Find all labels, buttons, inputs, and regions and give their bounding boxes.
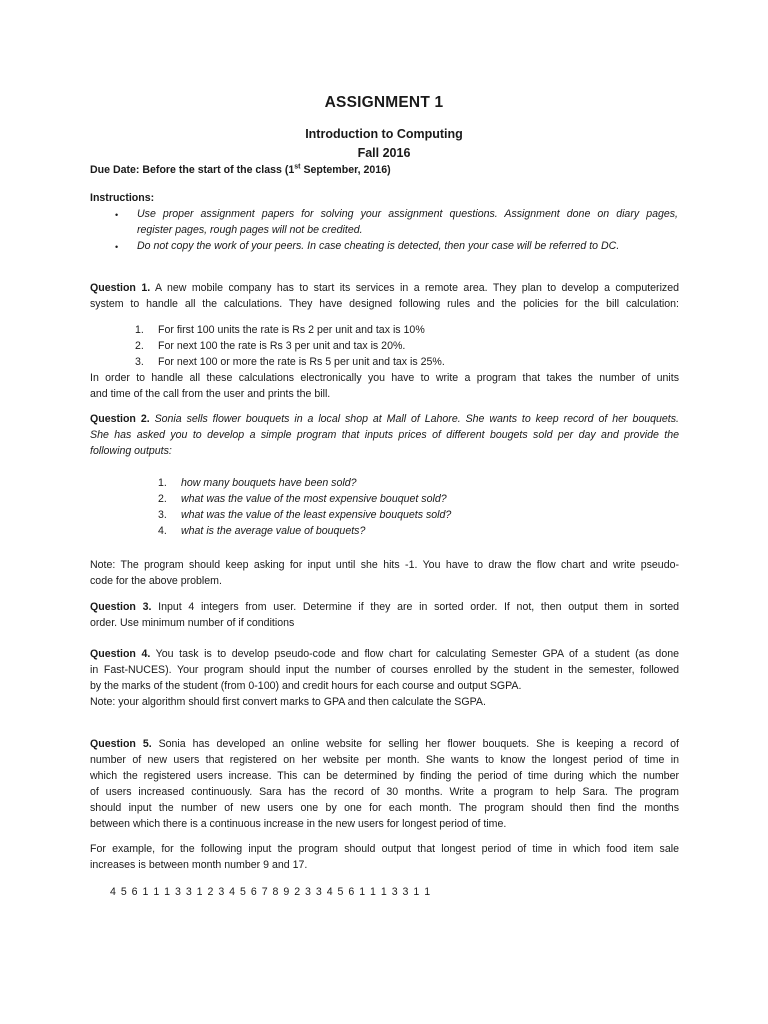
- output-item: what is the average value of bouquets?: [181, 525, 366, 537]
- question-5-text: number of new users that registered on her website per month. She wants to know the longest period of time in: [90, 754, 679, 766]
- question-5-text: which the registered users increase. This can be determined by finding the period of time during which the number: [90, 770, 679, 782]
- question-label: Question 3.: [90, 601, 152, 613]
- question-1-text: In order to handle all these calculations electronically you have to write a program that takes the number of units: [90, 372, 679, 384]
- question-3-text: Question 3. Input 4 integers from user. Determine if they are in sorted order. If not, then output them in sorted: [90, 601, 679, 613]
- question-label: Question 2.: [90, 413, 150, 425]
- list-number: 4.: [158, 525, 167, 537]
- term-label: Fall 2016: [357, 146, 411, 160]
- question-1-text: system to handle all the calculations. They have designed following rules and the policies for the bill calculation:: [90, 298, 679, 310]
- question-2-note: Note: The program should keep asking for input until she hits -1. You have to draw the flow chart and write pseudo-: [90, 559, 679, 571]
- instruction-item: register pages, rough pages will not be credited.: [137, 224, 363, 236]
- instruction-item: Do not copy the work of your peers. In case cheating is detected, then your case will be referred to DC.: [137, 240, 620, 252]
- question-label: Question 4.: [90, 648, 151, 660]
- question-1-text: Question 1. A new mobile company has to start its services in a remote area. They plan to develop a computerized: [90, 282, 680, 294]
- output-item: how many bouquets have been sold?: [181, 477, 357, 489]
- due-date: Due Date: Before the start of the class (1st September, 2016): [90, 163, 391, 176]
- question-4-text: Note: your algorithm should first convert marks to GPA and then calculate the SGPA.: [90, 696, 486, 708]
- output-item: what was the value of the least expensive bouquets sold?: [181, 509, 452, 521]
- question-2-text: She has asked you to develop a simple program that inputs prices of different bougets sold per day and provide the: [90, 429, 679, 441]
- course-title: Introduction to Computing: [305, 127, 463, 141]
- page-title: ASSIGNMENT 1: [324, 94, 444, 111]
- question-3-text: order. Use minimum number of if conditions: [90, 617, 295, 629]
- question-2-text: following outputs:: [90, 445, 172, 457]
- example-input-sequence: 4 5 6 1 1 1 3 3 1 2 3 4 5 6 7 8 9 2 3 3 4 5 6 1 1 1 3 3 1 1: [110, 886, 431, 898]
- question-4-text: Question 4. You task is to develop pseudo-code and flow chart for calculating Semester GPA of a student (as done: [90, 648, 679, 660]
- list-number: 2.: [158, 493, 167, 505]
- list-number: 1.: [135, 324, 144, 336]
- question-label: Question 1.: [90, 282, 151, 294]
- list-number: 2.: [135, 340, 144, 352]
- bullet-icon: •: [115, 242, 119, 252]
- question-5-text: between which there is a continuous increase in the new users for longest period of time.: [90, 818, 507, 830]
- list-number: 3.: [135, 356, 144, 368]
- list-number: 1.: [158, 477, 167, 489]
- question-5-text: should input the number of new users one by one for each month. The program should then find the months: [90, 802, 679, 814]
- instructions-heading: Instructions:: [90, 192, 155, 204]
- instruction-item: Use proper assignment papers for solving your assignment questions. Assignment done on diary pages,: [137, 208, 678, 220]
- question-5-text: Question 5. Sonia has developed an online website for selling her flower bouquets. She is keeping a record of: [90, 738, 679, 750]
- rule-item: For next 100 or more the rate is Rs 5 per unit and tax is 25%.: [158, 356, 445, 368]
- question-2-text: Question 2. Sonia sells flower bouquets in a local shop at Mall of Lahore. She wants to keep record of her bouquets.: [90, 413, 679, 425]
- question-5-text: of users increased continuously. Sara has the record of 30 months. Write a program to help Sara. The program: [90, 786, 679, 798]
- output-item: what was the value of the most expensive bouquet sold?: [181, 493, 447, 505]
- question-1-text: and time of the call from the user and prints the bill.: [90, 388, 331, 400]
- question-4-text: by the marks of the student (from 0-100) and credit hours for each course and output SGPA.: [90, 680, 522, 692]
- question-4-text: in Fast-NUCES). Your program should input the number of courses enrolled by the student in the semester, followed: [90, 664, 679, 676]
- rule-item: For next 100 the rate is Rs 3 per unit and tax is 20%.: [158, 340, 406, 352]
- question-2-note: code for the above problem.: [90, 575, 222, 587]
- question-5-example: increases is between month number 9 and 17.: [90, 859, 308, 871]
- rule-item: For first 100 units the rate is Rs 2 per unit and tax is 10%: [158, 324, 425, 336]
- bullet-icon: •: [115, 210, 119, 220]
- question-label: Question 5.: [90, 738, 152, 750]
- question-5-example: For example, for the following input the program should output that longest period of time in which food item sale: [90, 843, 679, 855]
- list-number: 3.: [158, 509, 167, 521]
